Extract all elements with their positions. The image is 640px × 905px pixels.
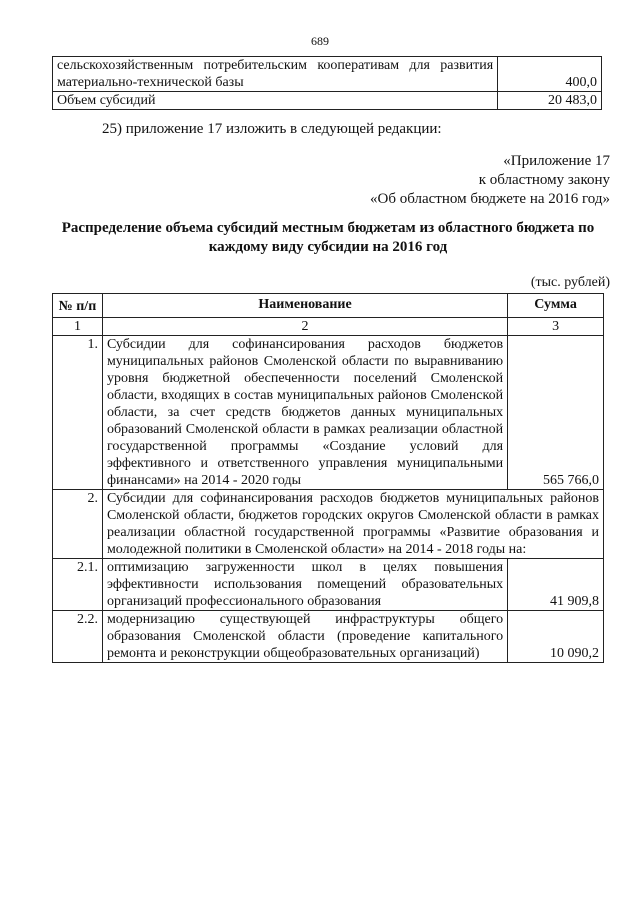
table-header-row	[53, 294, 604, 318]
appendix-reference	[370, 152, 610, 209]
row-number: 2.	[53, 490, 103, 559]
continued-table	[52, 56, 602, 110]
table-row	[53, 92, 602, 110]
column-number: 3	[508, 318, 604, 336]
header-name: Наименование	[102, 294, 507, 318]
row-amount: 41 909,8	[508, 559, 604, 611]
appendix-line: к областному закону	[478, 172, 610, 188]
header-num: № п/п	[53, 294, 103, 318]
document-heading: Распределение объема субсидий местным бюджетам из областного бюджета по каждому виду субсидии на 2016 год	[61, 220, 595, 255]
page-number: 689	[311, 34, 329, 48]
amendment-text: 25) приложение 17 изложить в следующей редакции:	[102, 121, 442, 137]
row-number: 1.	[53, 336, 103, 490]
row-name: оптимизацию загруженности школ в целях повышения эффективности использования помещений образовательных организаций профессионального образования	[102, 559, 507, 611]
row-amount: 10 090,2	[508, 611, 604, 663]
table-row	[53, 611, 604, 663]
row-name: Субсидии для софинансирования расходов бюджетов муниципальных районов Смоленской области, бюджетов городских округов Смоленской области в рамках реализации областной государственной программы «Развитие образования и молодежной политики в Смоленской области» на 2014 - 2018 годы на:	[102, 490, 603, 559]
table-row	[53, 559, 604, 611]
row-number: 2.1.	[53, 559, 103, 611]
appendix-line: «Об областном бюджете на 2016 год»	[370, 191, 610, 207]
column-number-row	[53, 318, 604, 336]
column-number: 2	[102, 318, 507, 336]
subsidy-table	[52, 293, 604, 663]
row-name: Субсидии для софинансирования расходов бюджетов муниципальных районов Смоленской области по выравниванию уровня бюджетной обеспеченности поселений Смоленской области, входящих в состав муниципальных районов Смоленской области, за счет средств бюджетов данных муниципальных образований Смоленской области в рамках реализации областной государственной программы «Создание условий для эффективного и ответственного управления муниципальными финансами» на 2014 - 2020 годы	[102, 336, 507, 490]
row-number: 2.2.	[53, 611, 103, 663]
row-name: модернизацию существующей инфраструктуры общего образования Смоленской области (проведение капитального ремонта и реконструкции общеобразовательных организаций)	[102, 611, 507, 663]
table-row	[53, 490, 604, 559]
row-amount: 565 766,0	[508, 336, 604, 490]
table-cell-amount: 400,0	[498, 57, 602, 92]
table-cell-amount: 20 483,0	[498, 92, 602, 110]
table-cell-name: сельскохозяйственным потребительским кооперативам для развития материально-технической базы	[53, 57, 498, 92]
table-row	[53, 336, 604, 490]
units-label: (тыс. рублей)	[530, 275, 610, 290]
table-cell-name: Объем субсидий	[53, 92, 498, 110]
header-sum: Сумма	[508, 294, 604, 318]
table-row	[53, 57, 602, 92]
column-number: 1	[53, 318, 103, 336]
appendix-line: «Приложение 17	[503, 153, 610, 169]
